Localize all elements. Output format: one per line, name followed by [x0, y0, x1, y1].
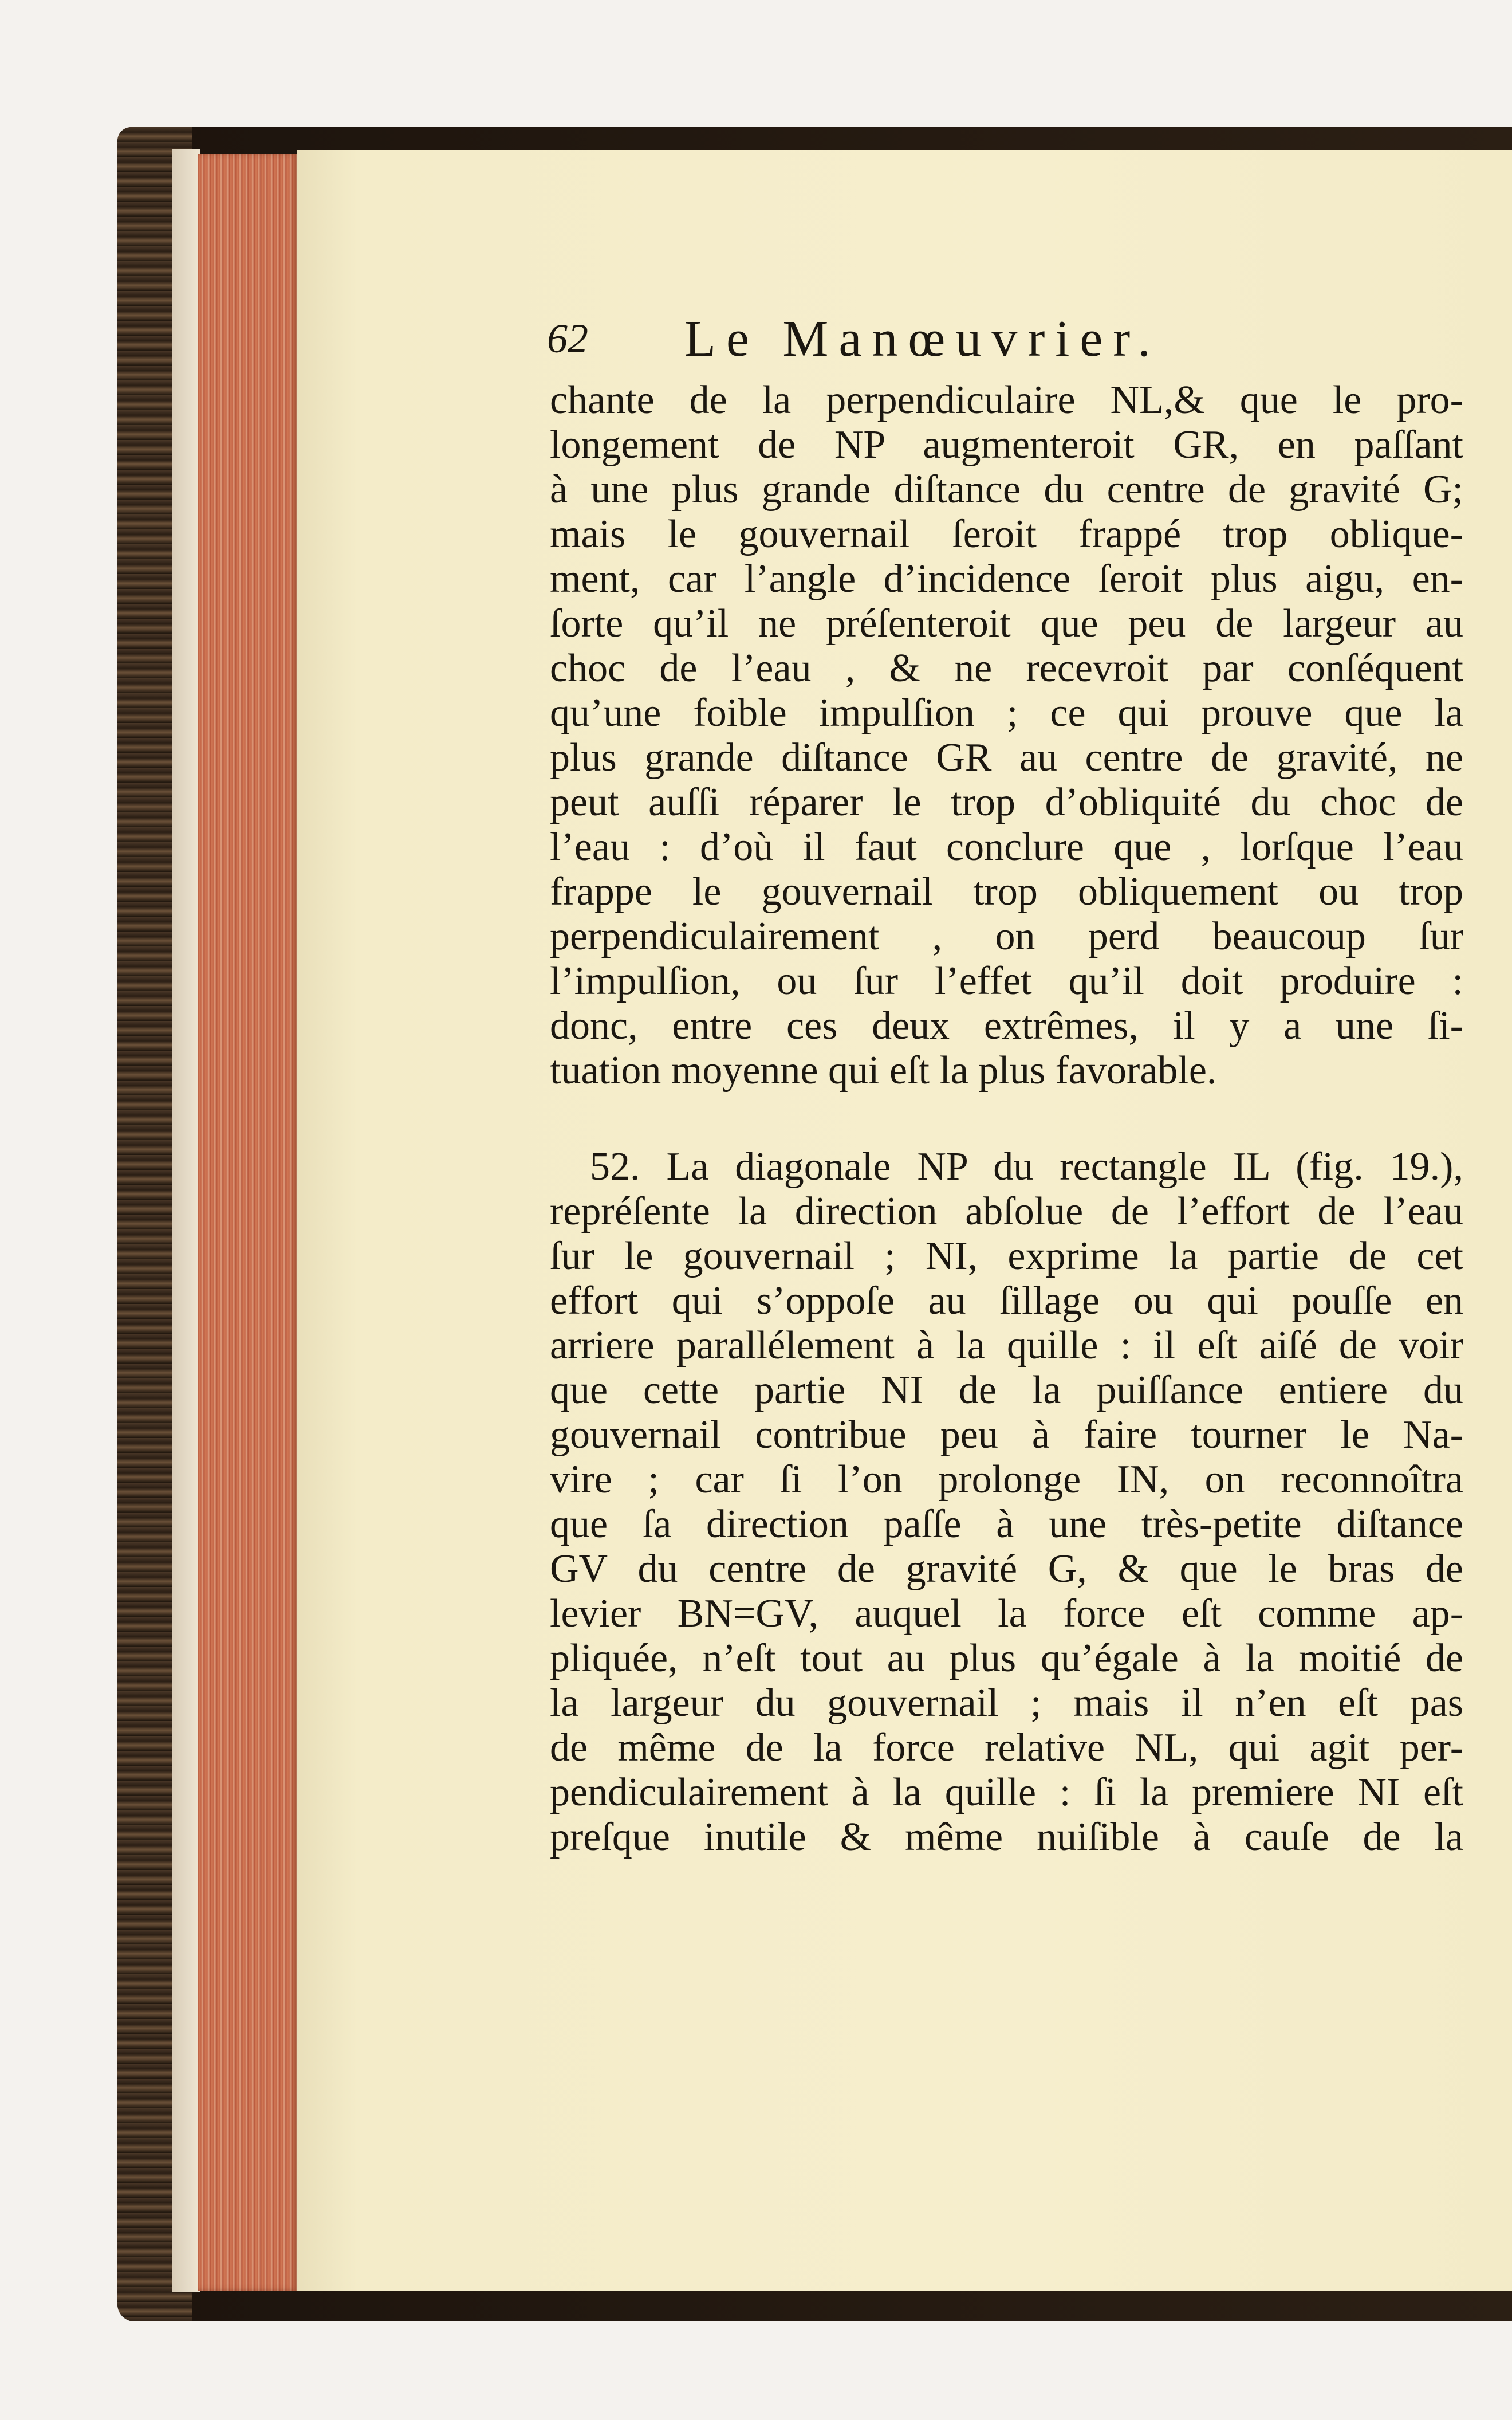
text-line: plus grande diſtance GR au centre de gravité, ne — [550, 736, 1463, 780]
text-line: ſur le gouvernail ; NI, exprime la partie de cet — [550, 1234, 1463, 1278]
text-line: donc, entre ces deux extrêmes, il y a une ſi- — [550, 1004, 1463, 1048]
text-line: longement de NP augmenteroit GR, en paſſant — [550, 423, 1463, 467]
text-line: tuation moyenne qui eſt la plus favorable. — [550, 1048, 1217, 1093]
text-line: la largeur du gouvernail ; mais il n’en eſt pas — [550, 1681, 1463, 1725]
text-line: effort qui s’oppoſe au ſillage ou qui pouſſe en — [550, 1279, 1463, 1323]
text-line: gouvernail contribue peu à faire tourner le Na- — [550, 1413, 1463, 1457]
page-number: 62 — [547, 316, 588, 362]
text-line: ment, car l’angle d’incidence ſeroit plus aigu, en- — [550, 557, 1463, 601]
red-page-edges — [198, 154, 298, 2291]
text-line: mais le gouvernail ſeroit frappé trop oblique- — [550, 512, 1463, 556]
running-head — [547, 309, 1475, 372]
text-line: l’eau : d’où il faut conclure que , lorſque l’eau — [550, 825, 1463, 869]
text-line: chante de la perpendiculaire NL,& que le pro- — [550, 378, 1463, 422]
text-line: perpendiculairement , on perd beaucoup ſur — [550, 914, 1463, 958]
endpaper — [172, 149, 200, 2292]
text-line: peut auſſi réparer le trop d’obliquité du choc de — [550, 780, 1463, 824]
text-line: à une plus grande diſtance du centre de gravité G; — [550, 467, 1463, 512]
text-line: que ſa direction paſſe à une très-petite diſtance — [550, 1502, 1463, 1546]
text-line: GV du centre de gravité G, & que le bras de — [550, 1547, 1463, 1591]
text-line: ſorte qu’il ne préſenteroit que peu de largeur au — [550, 602, 1463, 646]
text-line: que cette partie NI de la puiſſance entiere du — [550, 1368, 1463, 1412]
text-line: l’impulſion, ou ſur l’effet qu’il doit produire : — [550, 959, 1463, 1003]
running-title: Le Manœuvrier. — [684, 311, 1161, 367]
text-line: de même de la force relative NL, qui agit per- — [550, 1726, 1463, 1770]
text-line: arriere parallélement à la quille : il eſt aiſé de voir — [550, 1323, 1463, 1368]
text-line: 52. La diagonale NP du rectangle IL (fig. 19.), — [590, 1145, 1463, 1189]
text-line: pendiculairement à la quille : ſi la premiere NI eſt — [550, 1770, 1463, 1814]
text-line: choc de l’eau , & ne recevroit par conſéquent — [550, 646, 1463, 690]
text-line: vire ; car ſi l’on prolonge IN, on reconnoîtra — [550, 1458, 1463, 1502]
paragraph-52 — [550, 1145, 1463, 1860]
text-line: pliquée, n’eſt tout au plus qu’égale à la moitié de — [550, 1636, 1463, 1680]
text-line: repréſente la direction abſolue de l’effort de l’eau — [550, 1189, 1463, 1233]
text-line: qu’une foible impulſion ; ce qui prouve que la — [550, 691, 1463, 735]
text-line: frappe le gouvernail trop obliquement ou trop — [550, 870, 1463, 914]
text-line: levier BN=GV, auquel la force eſt comme ap- — [550, 1592, 1463, 1636]
paragraph-51-continuation — [550, 378, 1463, 1093]
text-line: preſque inutile & même nuiſible à cauſe de la — [550, 1815, 1463, 1859]
body-text — [550, 378, 1463, 1860]
